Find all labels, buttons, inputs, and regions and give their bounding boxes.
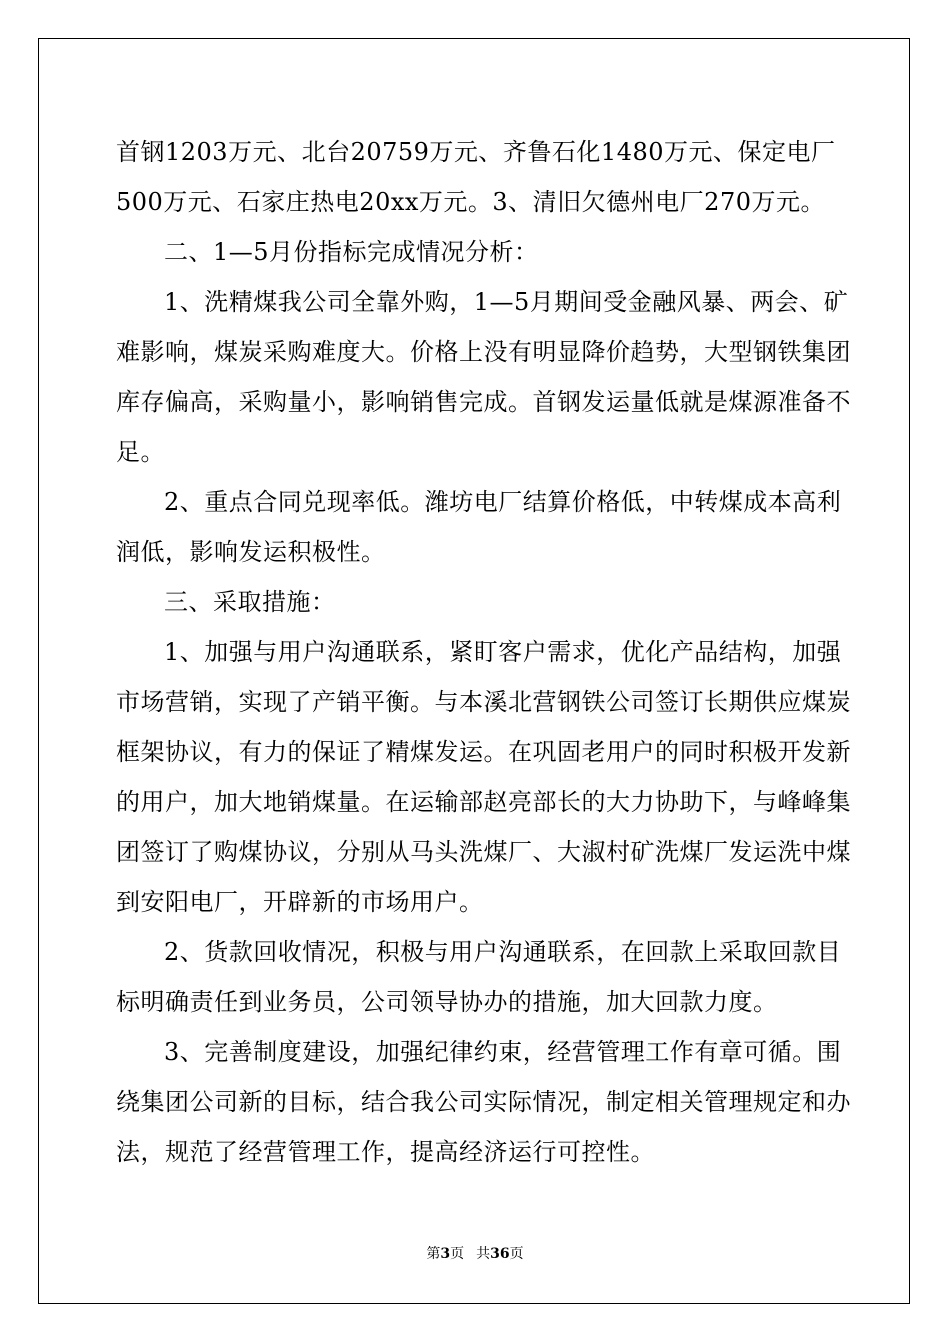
text-line: 难影响，煤炭采购难度大。价格上没有明显降价趋势，大型钢铁集团 [116,338,851,366]
text-line: 标明确责任到业务员，公司领导协办的措施，加大回款力度。 [116,988,778,1016]
text-line: 法，规范了经营管理工作，提高经济运行可控性。 [116,1138,655,1166]
page-number: 3 [440,1246,451,1262]
text-line: 2、重点合同兑现率低。潍坊电厂结算价格低，中转煤成本高利 [164,488,842,516]
page-footer [0,1244,950,1264]
text-line: 润低，影响发运积极性。 [116,538,386,566]
text-line: 库存偏高，采购量小，影响销售完成。首钢发运量低就是煤源准备不 [116,388,851,416]
page-prefix: 第 [426,1246,441,1262]
text-line: 2、货款回收情况，积极与用户沟通联系，在回款上采取回款目 [164,938,842,966]
text-line: 1、加强与用户沟通联系，紧盯客户需求，优化产品结构，加强 [164,638,842,666]
section-heading: 二、1—5月份指标完成情况分析： [164,238,539,266]
text-line: 团签订了购煤协议，分别从马头洗煤厂、大淑村矿洗煤厂发运洗中煤 [116,838,851,866]
section-heading: 三、采取措施： [164,588,336,616]
text-line: 首钢1203万元、北台20759万元、齐鲁石化1480万元、保定电厂 [116,138,836,166]
text-line: 市场营销，实现了产销平衡。与本溪北营钢铁公司签订长期供应煤炭 [116,688,851,716]
text-line: 绕集团公司新的目标，结合我公司实际情况，制定相关管理规定和办 [116,1088,851,1116]
text-line: 1、洗精煤我公司全靠外购，1—5月期间受金融风暴、两会、矿 [164,288,849,316]
total-suffix: 页 [509,1246,524,1262]
total-pages: 36 [490,1246,510,1262]
document-body [116,127,851,1177]
page-suffix: 页 [450,1246,465,1262]
text-line: 500万元、石家庄热电20xx万元。3、清旧欠德州电厂270万元。 [116,188,825,216]
text-line: 的用户，加大地销煤量。在运输部赵亮部长的大力协助下，与峰峰集 [116,788,851,816]
text-line: 框架协议，有力的保证了精煤发运。在巩固老用户的同时积极开发新 [116,738,851,766]
text-line: 足。 [116,438,165,466]
text-line: 3、完善制度建设，加强纪律约束，经营管理工作有章可循。围 [164,1038,842,1066]
total-prefix: 共 [476,1246,491,1262]
text-line: 到安阳电厂，开辟新的市场用户。 [116,888,484,916]
